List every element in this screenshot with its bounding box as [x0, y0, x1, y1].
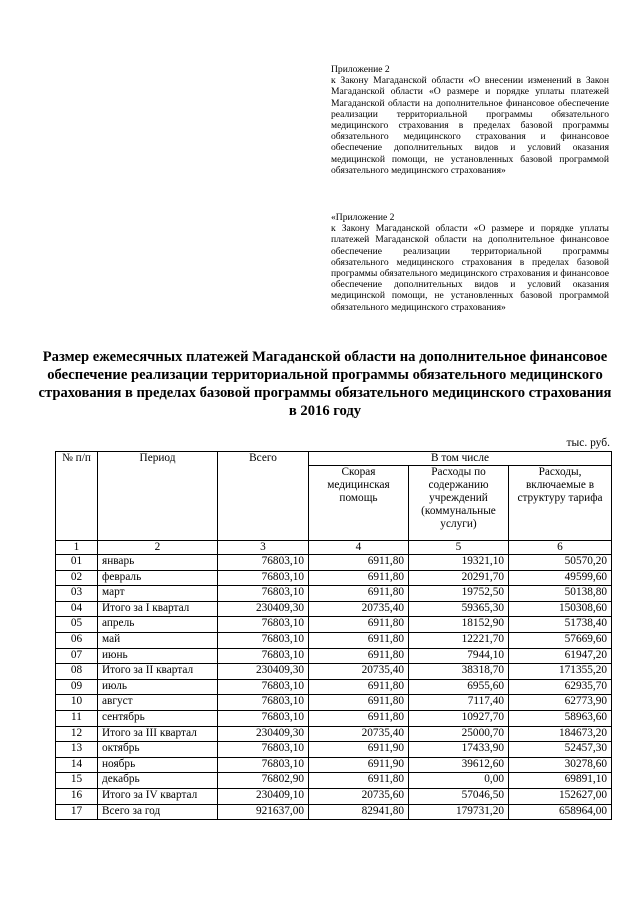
table-row [56, 648, 612, 664]
column-number: 5 [409, 541, 509, 555]
row-number: 14 [56, 757, 98, 773]
row-period: Всего за год [98, 804, 218, 820]
row-total: 76803,10 [218, 586, 309, 602]
col-header-total: Всего [218, 452, 309, 541]
table-row [56, 726, 612, 742]
row-number: 02 [56, 570, 98, 586]
row-period: июнь [98, 648, 218, 664]
row-total: 76803,10 [218, 632, 309, 648]
row-maintenance: 0,00 [409, 773, 509, 789]
appendix-current-head: Приложение 2 [331, 64, 390, 75]
row-maintenance: 17433,90 [409, 742, 509, 758]
row-ambulance: 20735,40 [309, 726, 409, 742]
row-tariff: 30278,60 [509, 757, 612, 773]
row-tariff: 57669,60 [509, 632, 612, 648]
row-maintenance: 179731,20 [409, 804, 509, 820]
row-total: 76803,10 [218, 617, 309, 633]
row-total: 76803,10 [218, 648, 309, 664]
row-ambulance: 6911,80 [309, 695, 409, 711]
row-number: 05 [56, 617, 98, 633]
row-ambulance: 6911,80 [309, 710, 409, 726]
row-maintenance: 39612,60 [409, 757, 509, 773]
col-header-ambulance: Скорая медицинская помощь [309, 466, 409, 541]
row-tariff: 58963,60 [509, 710, 612, 726]
row-number: 15 [56, 773, 98, 789]
row-total: 76803,10 [218, 742, 309, 758]
row-total: 230409,30 [218, 726, 309, 742]
row-ambulance: 6911,80 [309, 570, 409, 586]
appendix-quoted [331, 212, 609, 313]
row-total: 921637,00 [218, 804, 309, 820]
row-number: 17 [56, 804, 98, 820]
row-tariff: 152627,00 [509, 788, 612, 804]
col-header-including: В том числе [309, 452, 612, 466]
column-number: 6 [509, 541, 612, 555]
row-ambulance: 20735,40 [309, 664, 409, 680]
row-number: 11 [56, 710, 98, 726]
row-ambulance: 6911,80 [309, 679, 409, 695]
column-number: 4 [309, 541, 409, 555]
payments-table [55, 451, 612, 820]
row-maintenance: 38318,70 [409, 664, 509, 680]
table-row [56, 742, 612, 758]
row-tariff: 49599,60 [509, 570, 612, 586]
table-row [56, 679, 612, 695]
row-ambulance: 82941,80 [309, 804, 409, 820]
row-total: 230409,10 [218, 788, 309, 804]
column-number: 1 [56, 541, 98, 555]
table-row [56, 757, 612, 773]
row-maintenance: 6955,60 [409, 679, 509, 695]
row-ambulance: 6911,90 [309, 757, 409, 773]
table-row [56, 710, 612, 726]
row-ambulance: 6911,80 [309, 648, 409, 664]
row-maintenance: 57046,50 [409, 788, 509, 804]
row-tariff: 184673,20 [509, 726, 612, 742]
row-number: 10 [56, 695, 98, 711]
row-period: сентябрь [98, 710, 218, 726]
row-maintenance: 7944,10 [409, 648, 509, 664]
appendix-current-body: к Закону Магаданской области «О внесении изменений в Закон Магаданской области «О размере и порядке уплаты платежей Магаданской области на дополнительное финансовое обеспечение реализации территориальной программы обязательного медицинского страхования в пределах базовой программы обязательного медицинского страхования и финансовое обеспечение дополнительных видов и условий оказания медицинской помощи, не установленных базовой программой обязательного медицинского страхования» [331, 75, 609, 176]
col-header-maintenance: Расходы по содержанию учреждений (коммунальные услуги) [409, 466, 509, 541]
table-row [56, 804, 612, 820]
row-tariff: 50570,20 [509, 555, 612, 571]
row-total: 230409,30 [218, 601, 309, 617]
row-ambulance: 6911,80 [309, 632, 409, 648]
units-label: тыс. руб. [566, 437, 610, 449]
row-number: 07 [56, 648, 98, 664]
table-row [56, 586, 612, 602]
col-header-no: № п/п [56, 452, 98, 541]
table-row [56, 570, 612, 586]
row-maintenance: 10927,70 [409, 710, 509, 726]
row-tariff: 658964,00 [509, 804, 612, 820]
row-period: Итого за III квартал [98, 726, 218, 742]
row-tariff: 171355,20 [509, 664, 612, 680]
row-ambulance: 6911,90 [309, 742, 409, 758]
table-row [56, 664, 612, 680]
row-maintenance: 7117,40 [409, 695, 509, 711]
row-period: август [98, 695, 218, 711]
row-period: октябрь [98, 742, 218, 758]
row-total: 76803,10 [218, 555, 309, 571]
appendix-quoted-body: к Закону Магаданской области «О размере и порядке уплаты платежей Магаданской области на дополнительное финансовое обеспечение реализации территориальной программы обязательного медицинского страхования в пределах базовой программы обязательного медицинского страхования и финансовое обеспечение дополнительных видов и условий оказания медицинской помощи, не установленных базовой программой обязательного медицинского страхования» [331, 223, 609, 313]
row-maintenance: 19752,50 [409, 586, 509, 602]
row-total: 76802,90 [218, 773, 309, 789]
table-row [56, 555, 612, 571]
table-row [56, 632, 612, 648]
row-ambulance: 6911,80 [309, 773, 409, 789]
column-number: 3 [218, 541, 309, 555]
table-row [56, 773, 612, 789]
table-row [56, 601, 612, 617]
row-tariff: 69891,10 [509, 773, 612, 789]
row-period: февраль [98, 570, 218, 586]
row-total: 76803,10 [218, 710, 309, 726]
row-period: май [98, 632, 218, 648]
row-number: 03 [56, 586, 98, 602]
row-tariff: 52457,30 [509, 742, 612, 758]
row-total: 76803,10 [218, 757, 309, 773]
row-number: 16 [56, 788, 98, 804]
row-number: 13 [56, 742, 98, 758]
row-number: 06 [56, 632, 98, 648]
row-total: 76803,10 [218, 695, 309, 711]
row-number: 12 [56, 726, 98, 742]
table-row [56, 617, 612, 633]
row-tariff: 150308,60 [509, 601, 612, 617]
row-ambulance: 20735,60 [309, 788, 409, 804]
row-ambulance: 6911,80 [309, 586, 409, 602]
table-row [56, 788, 612, 804]
row-ambulance: 6911,80 [309, 617, 409, 633]
row-tariff: 51738,40 [509, 617, 612, 633]
document-title: Размер ежемесячных платежей Магаданской области на дополнительное финансовое обеспечение реализации территориальной программы обязательного медицинского страхования в пределах базовой программы обязательного медицинского страхования в 2016 году [38, 349, 612, 419]
col-header-period: Период [98, 452, 218, 541]
row-tariff: 62935,70 [509, 679, 612, 695]
row-total: 76803,10 [218, 679, 309, 695]
row-total: 76803,10 [218, 570, 309, 586]
row-period: Итого за I квартал [98, 601, 218, 617]
row-tariff: 61947,20 [509, 648, 612, 664]
row-maintenance: 18152,90 [409, 617, 509, 633]
appendix-current [331, 64, 609, 176]
row-tariff: 50138,80 [509, 586, 612, 602]
row-tariff: 62773,90 [509, 695, 612, 711]
table-row [56, 695, 612, 711]
row-maintenance: 59365,30 [409, 601, 509, 617]
row-maintenance: 12221,70 [409, 632, 509, 648]
row-maintenance: 19321,10 [409, 555, 509, 571]
row-ambulance: 20735,40 [309, 601, 409, 617]
row-period: апрель [98, 617, 218, 633]
row-period: Итого за IV квартал [98, 788, 218, 804]
row-number: 04 [56, 601, 98, 617]
appendix-quoted-head: «Приложение 2 [331, 212, 395, 223]
column-number-row [56, 541, 612, 555]
row-number: 01 [56, 555, 98, 571]
row-total: 230409,30 [218, 664, 309, 680]
row-maintenance: 20291,70 [409, 570, 509, 586]
row-period: Итого за II квартал [98, 664, 218, 680]
row-period: июль [98, 679, 218, 695]
col-header-tariff: Расходы, включаемые в структуру тарифа [509, 466, 612, 541]
row-period: ноябрь [98, 757, 218, 773]
column-number: 2 [98, 541, 218, 555]
row-ambulance: 6911,80 [309, 555, 409, 571]
row-maintenance: 25000,70 [409, 726, 509, 742]
row-period: декабрь [98, 773, 218, 789]
row-period: январь [98, 555, 218, 571]
row-number: 08 [56, 664, 98, 680]
row-number: 09 [56, 679, 98, 695]
row-period: март [98, 586, 218, 602]
